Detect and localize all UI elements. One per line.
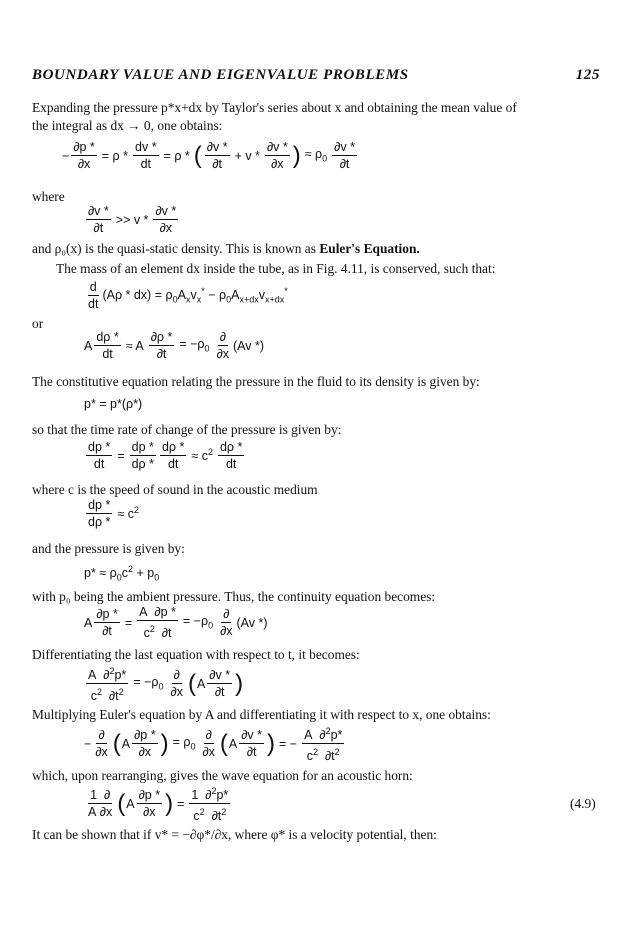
- equation-number: (4.9): [570, 796, 596, 811]
- paragraph-multiplying: Multiplying Euler's equation by A and differentiating it with respect to x, one obtains:: [32, 707, 491, 722]
- equation-wave-horn: $\frac{1 \partial}{A \partial x}$ ( A $\frac{\partial p *}{\partial x}$ ) = $\frac{1 \partial^2p*}{c^2 \partial t^2}$: [88, 786, 229, 824]
- paragraph-velocity-potential: It can be shown that if v* = −∂φ*/∂x, where φ* is a velocity potential, then:: [32, 827, 437, 842]
- paragraph-where: where: [32, 189, 65, 204]
- paragraph-rearranging: which, upon rearranging, gives the wave equation for an acoustic horn:: [32, 768, 413, 783]
- euler-term: Euler's Equation.: [319, 241, 420, 256]
- paragraph-mass: The mass of an element dx inside the tube, as in Fig. 4.11, is conserved, such that:: [56, 261, 496, 276]
- equation-continuity: A $\frac{d\rho *}{dt}$ ≈ A $\frac{\partial\rho *}{\partial t}$ = $-\rho_0$ $\frac{\partial}{\partial x}$ (Av *): [84, 330, 265, 361]
- running-header: [32, 67, 600, 84]
- page-number: 125: [575, 67, 600, 83]
- equation-second-derivative: $\frac{A \partial^2p*}{c^2 \partial t^2}$ = $-\rho_0$ $\frac{\partial}{\partial x}$ ( A $\frac{\partial v *}{\partial t}$ ): [88, 666, 244, 704]
- equation-inequality: $\frac{\partial v *}{\partial t}$ >> v * $\frac{\partial v *}{\partial x}$: [88, 204, 177, 235]
- paragraph-or: or: [32, 316, 44, 331]
- paragraph-ambient: with p₀ being the ambient pressure. Thus, the continuity equation becomes:: [32, 589, 436, 604]
- equation-combined: − $\frac{\partial}{\partial x}$ ( A $\frac{\partial p *}{\partial x}$ ) = $\rho_0$ $\frac{\partial}{\partial x}$ ( A $\frac{\partial v *}{\partial t}$ ) = − $\frac{A \partial^2p*}{c^2 \partial t^2}$: [84, 726, 343, 764]
- paragraph-expanding: Expanding the pressure p*x+dx by Taylor's series about x and obtaining the mean value of: [32, 100, 517, 115]
- paragraph-differentiating: Differentiating the last equation with respect to t, it becomes:: [32, 647, 360, 662]
- paragraph-speed: where c is the speed of sound in the acoustic medium: [32, 482, 318, 497]
- equation-state: p* = p*(ρ*): [84, 397, 143, 411]
- paragraph-sothat: so that the time rate of change of the pressure is given by:: [32, 422, 342, 437]
- equation-continuity-2: A $\frac{\partial p *}{\partial t}$ = $\frac{A \partial p *}{c^2 \partial t}$ = $-\rho_0$ $\frac{\partial}{\partial x}$ (Av *): [84, 605, 268, 641]
- equation-pressure: $p* \approx \rho_0c^2 + p_0$: [84, 564, 160, 583]
- paragraph-constitutive: The constitutive equation relating the pressure in the fluid to its density is given by:: [32, 374, 480, 389]
- equation-mass: $\frac{d}{dt}$ $(A\rho * dx) = \rho_0A_xv_x^* - \rho_0A_{x+dx}v_{x+dx}^*$: [88, 280, 288, 311]
- equation-euler: − $\frac{\partial p *}{\partial x}$ = ρ * $\frac{dv *}{dt}$ = ρ * ( $\frac{\partial v *}{\partial t}$ + v * $\frac{\partial v *}{\partial x}$ ) ≈ $\rho_0$ $\frac{\partial v *}{\partial t}$: [62, 140, 355, 171]
- equation-sound-speed: $\frac{dp *}{d\rho *}$ ≈ $c^2$: [88, 498, 140, 529]
- equation-pressure-rate: $\frac{dp *}{dt}$ = $\frac{dp *}{d\rho *}$ $\frac{d\rho *}{dt}$ ≈ $c^2$ $\frac{d\rho *}{dt}$: [88, 440, 243, 471]
- paragraph-density: [32, 240, 602, 257]
- paragraph-pressure: and the pressure is given by:: [32, 541, 185, 556]
- header-title: BOUNDARY VALUE AND EIGENVALUE PROBLEMS: [32, 67, 409, 83]
- density-text: and ρ₀(x) is the quasi-static density. This is known as: [32, 241, 320, 256]
- paragraph-integral: the integral as dx → 0, one obtains:: [32, 118, 223, 133]
